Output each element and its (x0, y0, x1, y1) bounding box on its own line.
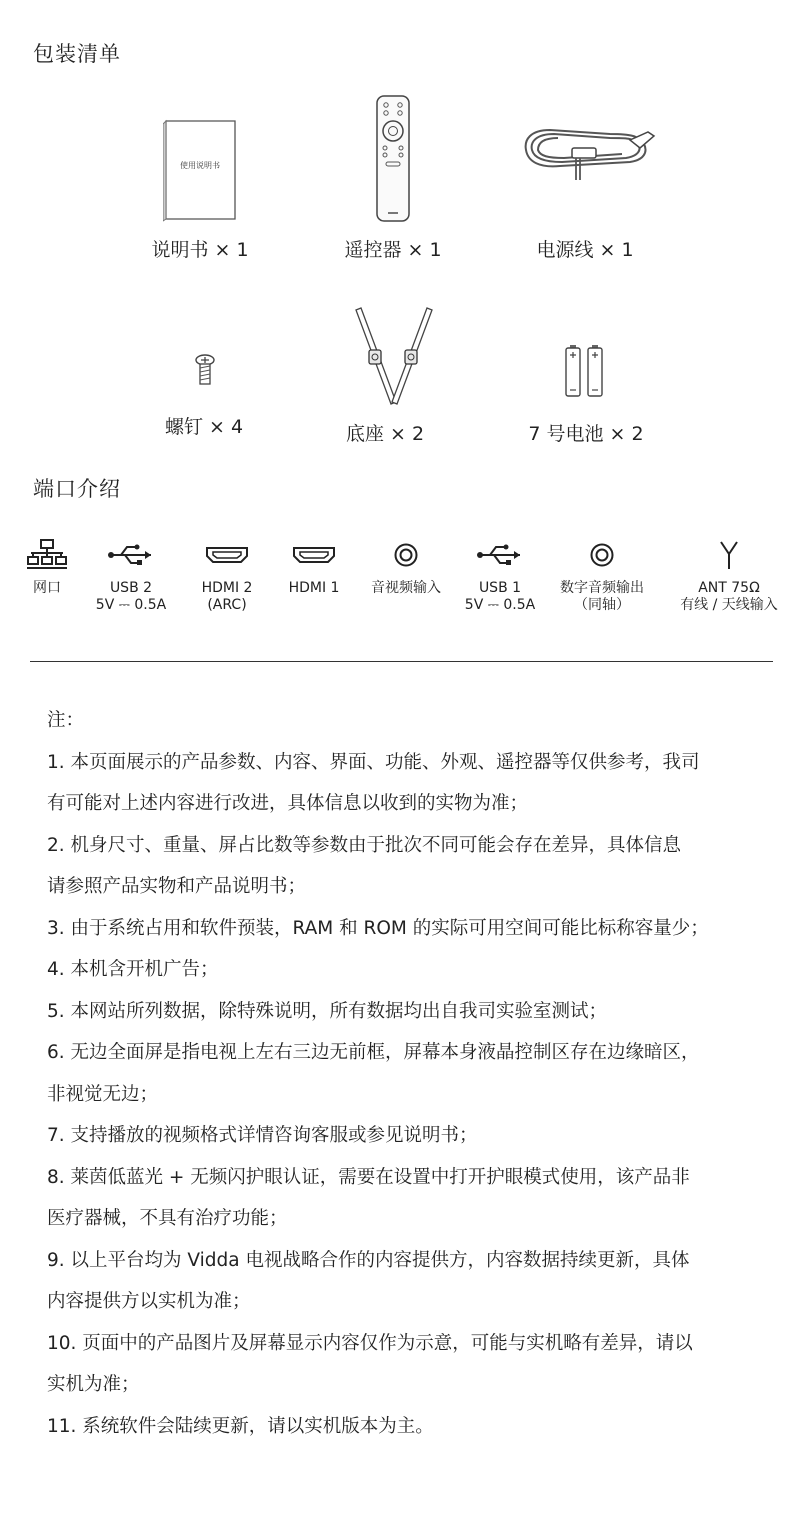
screw-icon (194, 354, 216, 392)
note-line: 请参照产品实物和产品说明书； (47, 876, 307, 897)
packing-item-label: 7 号电池 × 2 (528, 423, 644, 445)
note-line: 1. 本页面展示的产品参数、内容、界面、功能、外观、遥控器等仅供参考，我司 (47, 751, 700, 773)
packing-item-label: 底座 × 2 (345, 423, 425, 445)
port-digital-audio-out (552, 535, 652, 613)
note-line: 非视觉无边； (47, 1083, 159, 1105)
port-av-input (356, 535, 456, 597)
port-antenna (674, 535, 784, 613)
port-sub: 有线 / 天线输入 (680, 597, 778, 613)
battery-icon (563, 344, 605, 402)
port-name: 数字音频输出 (560, 580, 644, 596)
note-line: 7. 支持播放的视频格式详情咨询客服或参见说明书； (47, 1125, 478, 1146)
port-sub: 5V ⎓ 0.5A (95, 597, 167, 613)
note-line: 4. 本机含开机广告； (47, 959, 219, 980)
note-line: 实机为准； (47, 1374, 140, 1395)
note-line: 11. 系统软件会陆续更新，请以实机版本为主。 (47, 1415, 434, 1437)
manual-cover-text: 使用说明书 (180, 161, 220, 170)
av-input-icon (356, 535, 456, 575)
note-line: 9. 以上平台均为 Vidda 电视战略合作的内容提供方，内容数据持续更新，具体 (47, 1249, 690, 1271)
section-divider (30, 661, 773, 662)
packing-list-title: 包装清单 (33, 42, 121, 66)
power-cable-icon (520, 122, 656, 188)
ports-title: 端口介绍 (33, 477, 121, 501)
hdmi-icon (177, 535, 277, 575)
port-name: USB 1 (478, 580, 522, 596)
note-line: 医疗器械，不具有治疗功能； (47, 1208, 288, 1229)
packing-item-label: 遥控器 × 1 (344, 239, 442, 261)
remote-icon (375, 94, 411, 228)
usb-icon (450, 535, 550, 575)
packing-item-label: 螺钉 × 4 (164, 416, 244, 438)
port-sub: （同轴） (574, 597, 630, 613)
note-line: 3. 由于系统占用和软件预装，RAM 和 ROM 的实际可用空间可能比标称容量少； (47, 917, 709, 939)
port-usb-1 (450, 535, 550, 613)
notes-heading: 注： (47, 710, 85, 731)
note-line: 8. 莱茵低蓝光 + 无频闪护眼认证，需要在设置中打开护眼模式使用，该产品非 (47, 1166, 690, 1188)
coaxial-icon (552, 535, 652, 575)
port-name: HDMI 1 (288, 580, 340, 596)
note-line: 有可能对上述内容进行改进，具体信息以收到的实物为准； (47, 793, 529, 814)
stand-icon (352, 306, 436, 412)
manual-icon (163, 119, 239, 227)
usb-icon (81, 535, 181, 575)
note-line: 内容提供方以实机为准； (47, 1291, 251, 1312)
port-hdmi-2 (177, 535, 277, 613)
port-name: 网口 (33, 580, 61, 596)
port-sub: 5V ⎓ 0.5A (464, 597, 536, 613)
port-name: 音视频输入 (371, 580, 441, 596)
port-sub: (ARC) (207, 597, 247, 613)
hdmi-icon (264, 535, 364, 575)
packing-item-label: 说明书 × 1 (151, 239, 249, 261)
packing-item-label: 电源线 × 1 (536, 239, 634, 261)
port-usb-2 (81, 535, 181, 613)
port-hdmi-1 (264, 535, 364, 597)
note-line: 5. 本网站所列数据，除特殊说明，所有数据均出自我司实验室测试； (47, 1000, 608, 1022)
notes-section (47, 700, 762, 1447)
note-line: 6. 无边全面屏是指电视上左右三边无前框，屏幕本身液晶控制区存在边缘暗区， (47, 1042, 700, 1063)
port-name: HDMI 2 (201, 580, 253, 596)
note-line: 10. 页面中的产品图片及屏幕显示内容仅作为示意，可能与实机略有差异，请以 (47, 1332, 693, 1354)
antenna-icon (674, 535, 784, 575)
note-line: 2. 机身尺寸、重量、屏占比数等参数由于批次不同可能会存在差异，具体信息 (47, 834, 682, 856)
port-name: ANT 75Ω (698, 580, 760, 596)
port-name: USB 2 (109, 580, 153, 596)
